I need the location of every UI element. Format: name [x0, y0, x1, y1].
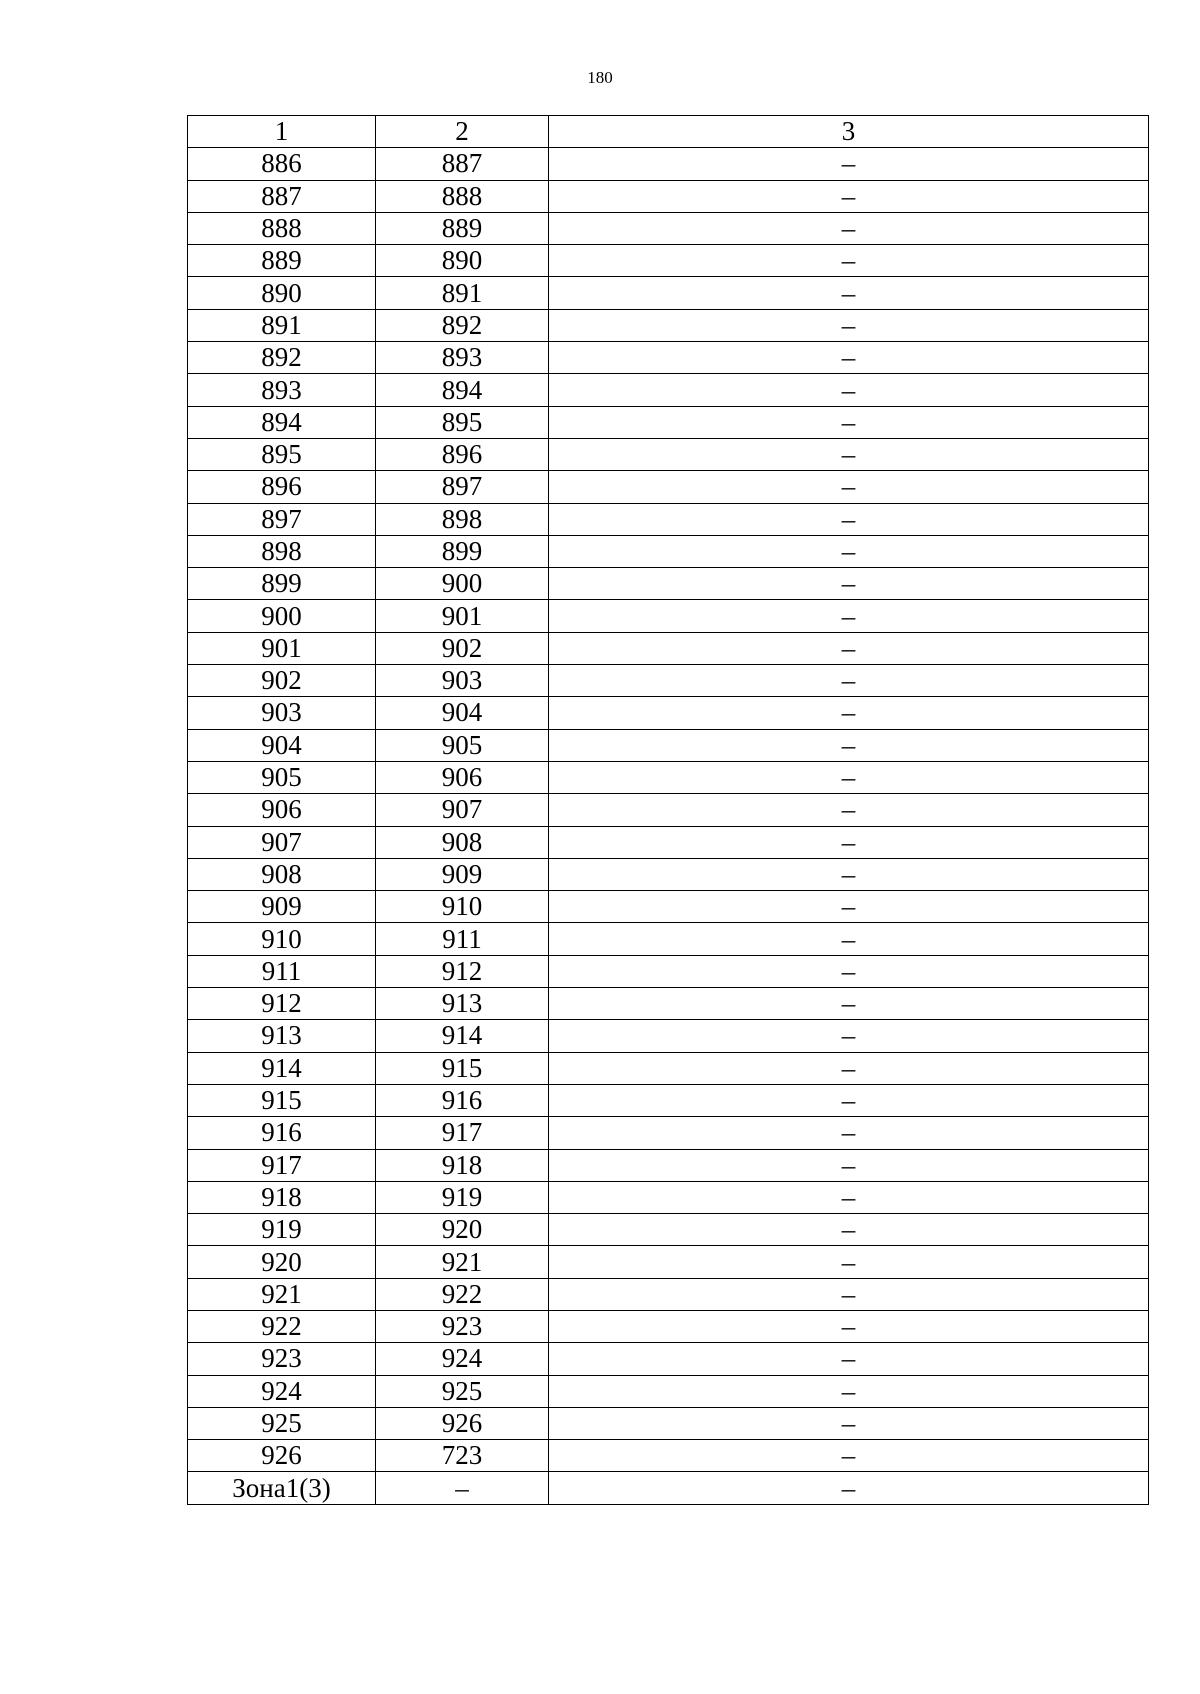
- table-cell-col-3: –: [549, 342, 1149, 374]
- table-cell-col-3: –: [549, 1214, 1149, 1246]
- table-cell-col-2: 888: [376, 180, 549, 212]
- table-cell-col-1: 892: [188, 342, 376, 374]
- table-cell-col-3: –: [549, 1149, 1149, 1181]
- table-cell-col-3: –: [549, 277, 1149, 309]
- table-cell-col-3: –: [549, 535, 1149, 567]
- table-row: [188, 406, 1149, 438]
- table-cell-col-3: –: [549, 503, 1149, 535]
- table-cell-col-1: 908: [188, 858, 376, 890]
- table-row: [188, 535, 1149, 567]
- table-cell-col-2: 918: [376, 1149, 549, 1181]
- table-row: [188, 858, 1149, 890]
- table-cell-col-2: 896: [376, 438, 549, 470]
- table-cell-col-1: 889: [188, 245, 376, 277]
- table-cell-col-3: –: [549, 374, 1149, 406]
- table-cell-col-1: Зона1(3): [188, 1472, 376, 1504]
- table-row: [188, 600, 1149, 632]
- table-row: [188, 1246, 1149, 1278]
- table-cell-col-2: 924: [376, 1343, 549, 1375]
- table-cell-col-1: 913: [188, 1020, 376, 1052]
- table-cell-col-1: 920: [188, 1246, 376, 1278]
- table-cell-col-3: –: [549, 309, 1149, 341]
- page-number: 180: [587, 68, 613, 87]
- table-cell-col-3: –: [549, 600, 1149, 632]
- table-cell-col-3: –: [549, 1117, 1149, 1149]
- table-cell-col-1: 900: [188, 600, 376, 632]
- table-cell-col-3: –: [549, 245, 1149, 277]
- header-cell-3: 3: [549, 116, 1149, 148]
- table-row: [188, 697, 1149, 729]
- table-cell-col-1: 915: [188, 1084, 376, 1116]
- table-cell-col-3: –: [549, 794, 1149, 826]
- table-row: [188, 438, 1149, 470]
- table-row: [188, 1020, 1149, 1052]
- table-row: [188, 1440, 1149, 1472]
- table-cell-col-1: 924: [188, 1375, 376, 1407]
- table-cell-col-2: 890: [376, 245, 549, 277]
- table-row: [188, 309, 1149, 341]
- table-cell-col-1: 894: [188, 406, 376, 438]
- table-cell-col-3: –: [549, 1310, 1149, 1342]
- table-cell-col-1: 899: [188, 568, 376, 600]
- table-cell-col-1: 919: [188, 1214, 376, 1246]
- table-cell-col-3: –: [549, 1084, 1149, 1116]
- table-cell-col-3: –: [549, 568, 1149, 600]
- table-cell-col-1: 891: [188, 309, 376, 341]
- data-table: [187, 115, 1149, 1505]
- table-row: [188, 148, 1149, 180]
- table-cell-col-3: –: [549, 1472, 1149, 1504]
- table-cell-col-1: 907: [188, 826, 376, 858]
- table-row: [188, 1375, 1149, 1407]
- table-row: [188, 1181, 1149, 1213]
- table-cell-col-2: 913: [376, 988, 549, 1020]
- table-cell-col-1: 901: [188, 632, 376, 664]
- table-cell-col-1: 917: [188, 1149, 376, 1181]
- header-cell-1: 1: [188, 116, 376, 148]
- table-cell-col-2: 892: [376, 309, 549, 341]
- table-cell-col-2: 921: [376, 1246, 549, 1278]
- table-cell-col-2: 891: [376, 277, 549, 309]
- table-cell-col-2: 898: [376, 503, 549, 535]
- table-cell-col-3: –: [549, 438, 1149, 470]
- table-cell-col-3: –: [549, 729, 1149, 761]
- table-cell-col-3: –: [549, 697, 1149, 729]
- table-cell-col-1: 918: [188, 1181, 376, 1213]
- table-cell-col-3: –: [549, 988, 1149, 1020]
- table-cell-col-1: 897: [188, 503, 376, 535]
- table-cell-col-1: 916: [188, 1117, 376, 1149]
- table-cell-col-2: 922: [376, 1278, 549, 1310]
- table-cell-col-3: –: [549, 761, 1149, 793]
- table-cell-col-3: –: [549, 1440, 1149, 1472]
- table-cell-col-2: 899: [376, 535, 549, 567]
- table-row: [188, 568, 1149, 600]
- table-cell-col-1: 910: [188, 923, 376, 955]
- table-row: [188, 665, 1149, 697]
- table-cell-col-2: 925: [376, 1375, 549, 1407]
- table-row: [188, 1278, 1149, 1310]
- table-row: [188, 374, 1149, 406]
- table-cell-col-3: –: [549, 148, 1149, 180]
- table-cell-col-3: –: [549, 1246, 1149, 1278]
- table-cell-col-1: 902: [188, 665, 376, 697]
- table-cell-col-1: 921: [188, 1278, 376, 1310]
- table-row: [188, 277, 1149, 309]
- table-cell-col-1: 893: [188, 374, 376, 406]
- table-cell-col-1: 903: [188, 697, 376, 729]
- table-row: [188, 729, 1149, 761]
- table-row: [188, 1084, 1149, 1116]
- table-row: [188, 503, 1149, 535]
- table-row: [188, 826, 1149, 858]
- table-cell-col-2: 901: [376, 600, 549, 632]
- table-row: [188, 891, 1149, 923]
- table-row: [188, 180, 1149, 212]
- table-cell-col-3: –: [549, 1343, 1149, 1375]
- table-cell-col-2: 915: [376, 1052, 549, 1084]
- table-cell-col-2: 917: [376, 1117, 549, 1149]
- table-cell-col-3: –: [549, 406, 1149, 438]
- table-cell-col-3: –: [549, 1407, 1149, 1439]
- table-cell-col-2: 914: [376, 1020, 549, 1052]
- table-cell-col-3: –: [549, 923, 1149, 955]
- table-cell-col-2: 926: [376, 1407, 549, 1439]
- table-cell-col-1: 890: [188, 277, 376, 309]
- table-row: [188, 342, 1149, 374]
- table-row: [188, 1310, 1149, 1342]
- table-row: [188, 1149, 1149, 1181]
- table-cell-col-2: 895: [376, 406, 549, 438]
- table-cell-col-2: 894: [376, 374, 549, 406]
- table-row: [188, 212, 1149, 244]
- table-row: [188, 761, 1149, 793]
- table-cell-col-1: 896: [188, 471, 376, 503]
- table-body: [188, 148, 1149, 1504]
- table-row: [188, 1214, 1149, 1246]
- table-cell-col-1: 898: [188, 535, 376, 567]
- table-row: [188, 1407, 1149, 1439]
- table-cell-col-2: 897: [376, 471, 549, 503]
- table-cell-col-3: –: [549, 891, 1149, 923]
- table-cell-col-3: –: [549, 826, 1149, 858]
- table-row: [188, 1117, 1149, 1149]
- table-row: [188, 794, 1149, 826]
- table-cell-col-2: 912: [376, 955, 549, 987]
- table-cell-col-2: 916: [376, 1084, 549, 1116]
- table-cell-col-1: 923: [188, 1343, 376, 1375]
- table-cell-col-2: 910: [376, 891, 549, 923]
- table-cell-col-2: 911: [376, 923, 549, 955]
- table-row: [188, 632, 1149, 664]
- table-cell-col-2: 905: [376, 729, 549, 761]
- table-cell-col-1: 912: [188, 988, 376, 1020]
- table-row: [188, 923, 1149, 955]
- table-cell-col-1: 925: [188, 1407, 376, 1439]
- table-cell-col-1: 914: [188, 1052, 376, 1084]
- table-cell-col-1: 926: [188, 1440, 376, 1472]
- table-cell-col-1: 906: [188, 794, 376, 826]
- table-cell-col-2: 887: [376, 148, 549, 180]
- table-cell-col-1: 911: [188, 955, 376, 987]
- table-cell-col-3: –: [549, 1020, 1149, 1052]
- table-cell-col-3: –: [549, 180, 1149, 212]
- table-cell-col-1: 909: [188, 891, 376, 923]
- table-cell-col-2: 904: [376, 697, 549, 729]
- table-cell-col-1: 895: [188, 438, 376, 470]
- table-cell-col-1: 886: [188, 148, 376, 180]
- table-row: [188, 1472, 1149, 1504]
- table-cell-col-3: –: [549, 1375, 1149, 1407]
- table-cell-col-2: 900: [376, 568, 549, 600]
- table-cell-col-1: 888: [188, 212, 376, 244]
- table-cell-col-3: –: [549, 1052, 1149, 1084]
- table-cell-col-3: –: [549, 858, 1149, 890]
- table-cell-col-2: 889: [376, 212, 549, 244]
- table-row: [188, 245, 1149, 277]
- table-cell-col-2: 903: [376, 665, 549, 697]
- table-cell-col-3: –: [549, 471, 1149, 503]
- table-cell-col-1: 922: [188, 1310, 376, 1342]
- table-row: [188, 955, 1149, 987]
- table-cell-col-3: –: [549, 955, 1149, 987]
- table-cell-col-2: 902: [376, 632, 549, 664]
- table-cell-col-2: 920: [376, 1214, 549, 1246]
- table-cell-col-2: 908: [376, 826, 549, 858]
- table-cell-col-2: 919: [376, 1181, 549, 1213]
- table-cell-col-3: –: [549, 1278, 1149, 1310]
- table-cell-col-3: –: [549, 1181, 1149, 1213]
- table-cell-col-3: –: [549, 632, 1149, 664]
- table-row: [188, 1343, 1149, 1375]
- table-cell-col-2: 906: [376, 761, 549, 793]
- header-cell-2: 2: [376, 116, 549, 148]
- table-header: [188, 116, 1149, 148]
- table-cell-col-1: 904: [188, 729, 376, 761]
- table-cell-col-3: –: [549, 212, 1149, 244]
- table-cell-col-1: 887: [188, 180, 376, 212]
- table-row: [188, 1052, 1149, 1084]
- table-cell-col-2: 723: [376, 1440, 549, 1472]
- table-row: [188, 988, 1149, 1020]
- header-row: [188, 116, 1149, 148]
- table-cell-col-2: 907: [376, 794, 549, 826]
- table-row: [188, 471, 1149, 503]
- table-cell-col-3: –: [549, 665, 1149, 697]
- table-cell-col-2: –: [376, 1472, 549, 1504]
- table-cell-col-2: 923: [376, 1310, 549, 1342]
- table-cell-col-1: 905: [188, 761, 376, 793]
- table-cell-col-2: 893: [376, 342, 549, 374]
- table-cell-col-2: 909: [376, 858, 549, 890]
